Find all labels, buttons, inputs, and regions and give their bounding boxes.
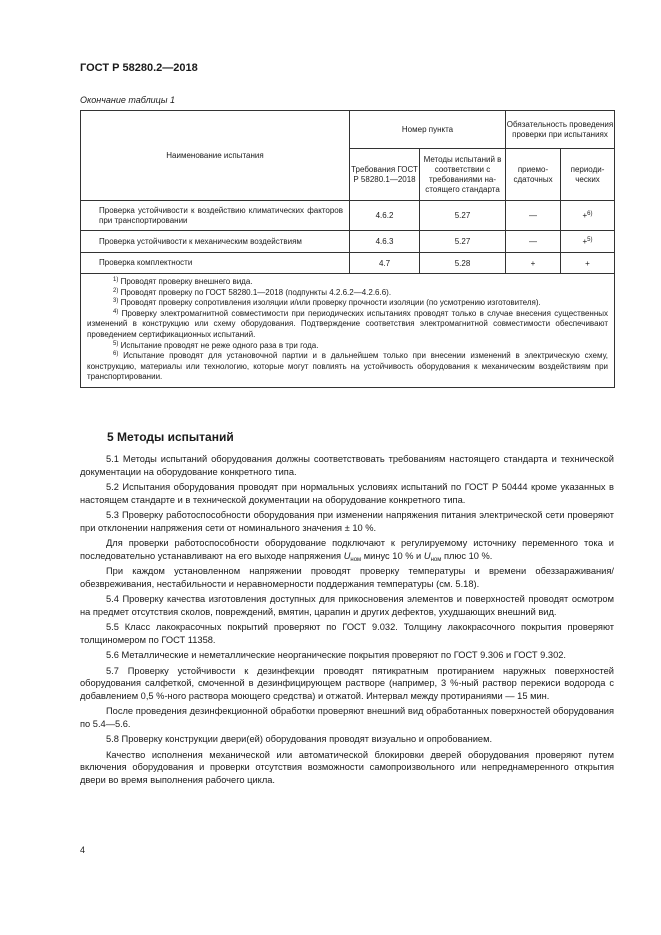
- periodic-mark: +: [582, 237, 588, 246]
- table-row: [81, 201, 615, 231]
- method-cell: 5.27: [420, 231, 506, 253]
- header-item-number: Номер пункта: [350, 111, 506, 149]
- acceptance-cell: —: [506, 231, 561, 253]
- periodic-cell: [561, 201, 615, 231]
- footnote: $^{6)}$ Испытание проводят для установочной партии и в дальнейшем только при внесении изменений в электрическую схему, конструкцию, материалы или технологию, которые могут повлиять на устойчивость оборудования к механическим воздействиям при транспортировании.: [87, 351, 609, 382]
- header-mandatory: Обязательность проведения проверки при испытаниях: [506, 111, 615, 149]
- test-name-cell: Проверка устойчивости к механическим воздействиям: [81, 231, 350, 253]
- paragraph: Качество исполнения механической или автоматической блокировки дверей оборудования проверяют путем включения оборудования и проверки отсутствия возможности самопроизвольного или непреднамеренного открытия двери во время выполнения рабочего цикла.: [80, 749, 614, 785]
- paragraph: 5.7 Проверку устойчивости к дезинфекции проводят пятикратным протиранием наружных поверхностей оборудования салфеткой, смоченной в дезинфицирующем растворе (например, 3 %-ный раствор перекиси водорода с добавлением 0,5 %-ного раствора моющего средства) и отжатой. Интервал между протираниями — 15 мин.: [80, 665, 614, 701]
- method-cell: 5.28: [420, 253, 506, 274]
- acceptance-cell: +: [506, 253, 561, 274]
- header-methods: Методы испытаний в соответствии с требованиями на- стоящего стандарта: [420, 149, 506, 201]
- acceptance-cell: —: [506, 201, 561, 231]
- section-body: [80, 453, 614, 786]
- periodic-mark: +: [582, 211, 588, 220]
- test-name-cell: Проверка устойчивости к воздействию климатических факторов при транспортировании: [81, 201, 350, 231]
- footnote: $^{5)}$ Испытание проводят не реже одного раза в три года.: [113, 340, 319, 350]
- paragraph: После проведения дезинфекционной обработки проверяют внешний вид обработанных поверхностей оборудования по 5.4—5.6.: [80, 706, 614, 729]
- paragraph: При каждом установленном напряжении проводят проверку температуры и времени обеззараживания/обезвреживания, нестабильности и неравномерности поддержания температуры (см. 5.18).: [80, 566, 614, 589]
- footnote-ref: 5): [587, 237, 593, 243]
- paragraph: 5.4 Проверку качества изготовления доступных для прикосновения элементов и поверхностей проводят осмотром на предмет отсутствия сколов, повреждений, вмятин, царапин и других дефектов, ухудшающих внешний вид.: [80, 594, 614, 617]
- section-title: 5 Методы испытаний: [107, 430, 234, 444]
- header-requirements: Требования ГОСТ Р 58280.1—2018: [350, 149, 420, 201]
- periodic-cell: [561, 231, 615, 253]
- footnote-ref: 6): [587, 211, 593, 217]
- document-header: ГОСТ Р 58280.2—2018: [80, 62, 198, 74]
- requirement-cell: 4.7: [350, 253, 420, 274]
- paragraph: 5.5 Класс лакокрасочных покрытий проверяют по ГОСТ 9.032. Толщину лакокрасочного покрытия проверяют толщиномером по ГОСТ 11358.: [80, 622, 614, 645]
- page-number: 4: [80, 845, 86, 855]
- footnote: $^{4)}$ Проверку электромагнитной совместимости при периодических испытаниях проводят только в случае внесения существенных изменений в конструкцию или схему оборудования. Подтверждение соответствия электромагнитной совместимости обеспечивают проведением сертификационных испытаний.: [87, 308, 609, 339]
- table-caption: Окончание таблицы 1: [80, 95, 175, 105]
- requirement-cell: 4.6.2: [350, 201, 420, 231]
- footnote: $^{1)}$ Проводят проверку внешнего вида.: [113, 277, 253, 286]
- header-periodic: периоди- ческих: [561, 149, 615, 201]
- periodic-cell: +: [561, 253, 615, 274]
- header-acceptance: приемо- сдаточных: [506, 149, 561, 201]
- requirement-cell: 4.6.3: [350, 231, 420, 253]
- table-row: [81, 253, 615, 274]
- paragraph: Для проверки работоспособности оборудование подключают к регулируемому источнику переменного тока и последовательно устанавливают на его выходе напряжения $U_{ном}$ минус 10 % и $U_{ном}$ плюс 10 %.: [80, 538, 614, 563]
- test-name-cell: Проверка комплектности: [81, 253, 350, 274]
- footnote: $^{3)}$ Проводят проверку сопротивления изоляции и/или проверку прочности изоляции (по усмотрению изготовителя).: [113, 298, 541, 308]
- paragraph: 5.3 Проверку работоспособности оборудования при изменении напряжения питания электрической сети проверяют при отклонении напряжения сети от номинального значения ± 10 %.: [80, 510, 614, 533]
- paragraph: 5.2 Испытания оборудования проводят при нормальных условиях испытаний по ГОСТ Р 50444 кроме указанных в настоящем стандарте и в технической документации на оборудование конкретного типа.: [80, 482, 614, 505]
- footnote: $^{2)}$ Проводят проверку по ГОСТ 58280.1—2018 (подпункты 4.2.6.2—4.2.6.6).: [113, 287, 392, 297]
- table-footnotes: [81, 274, 615, 388]
- table-row: [81, 231, 615, 253]
- paragraph: 5.6 Металлические и неметаллические неорганические покрытия проверяют по ГОСТ 9.306 и ГОСТ 9.302.: [106, 650, 567, 660]
- paragraph: 5.1 Методы испытаний оборудования должны соответствовать требованиям настоящего стандарта и технической документации на оборудование конкретного типа.: [80, 454, 614, 477]
- header-test-name: Наименование испытания: [81, 111, 350, 201]
- test-table: [80, 110, 615, 388]
- paragraph: 5.8 Проверку конструкции двери(ей) оборудования проводят визуально и опробованием.: [106, 734, 493, 744]
- method-cell: 5.27: [420, 201, 506, 231]
